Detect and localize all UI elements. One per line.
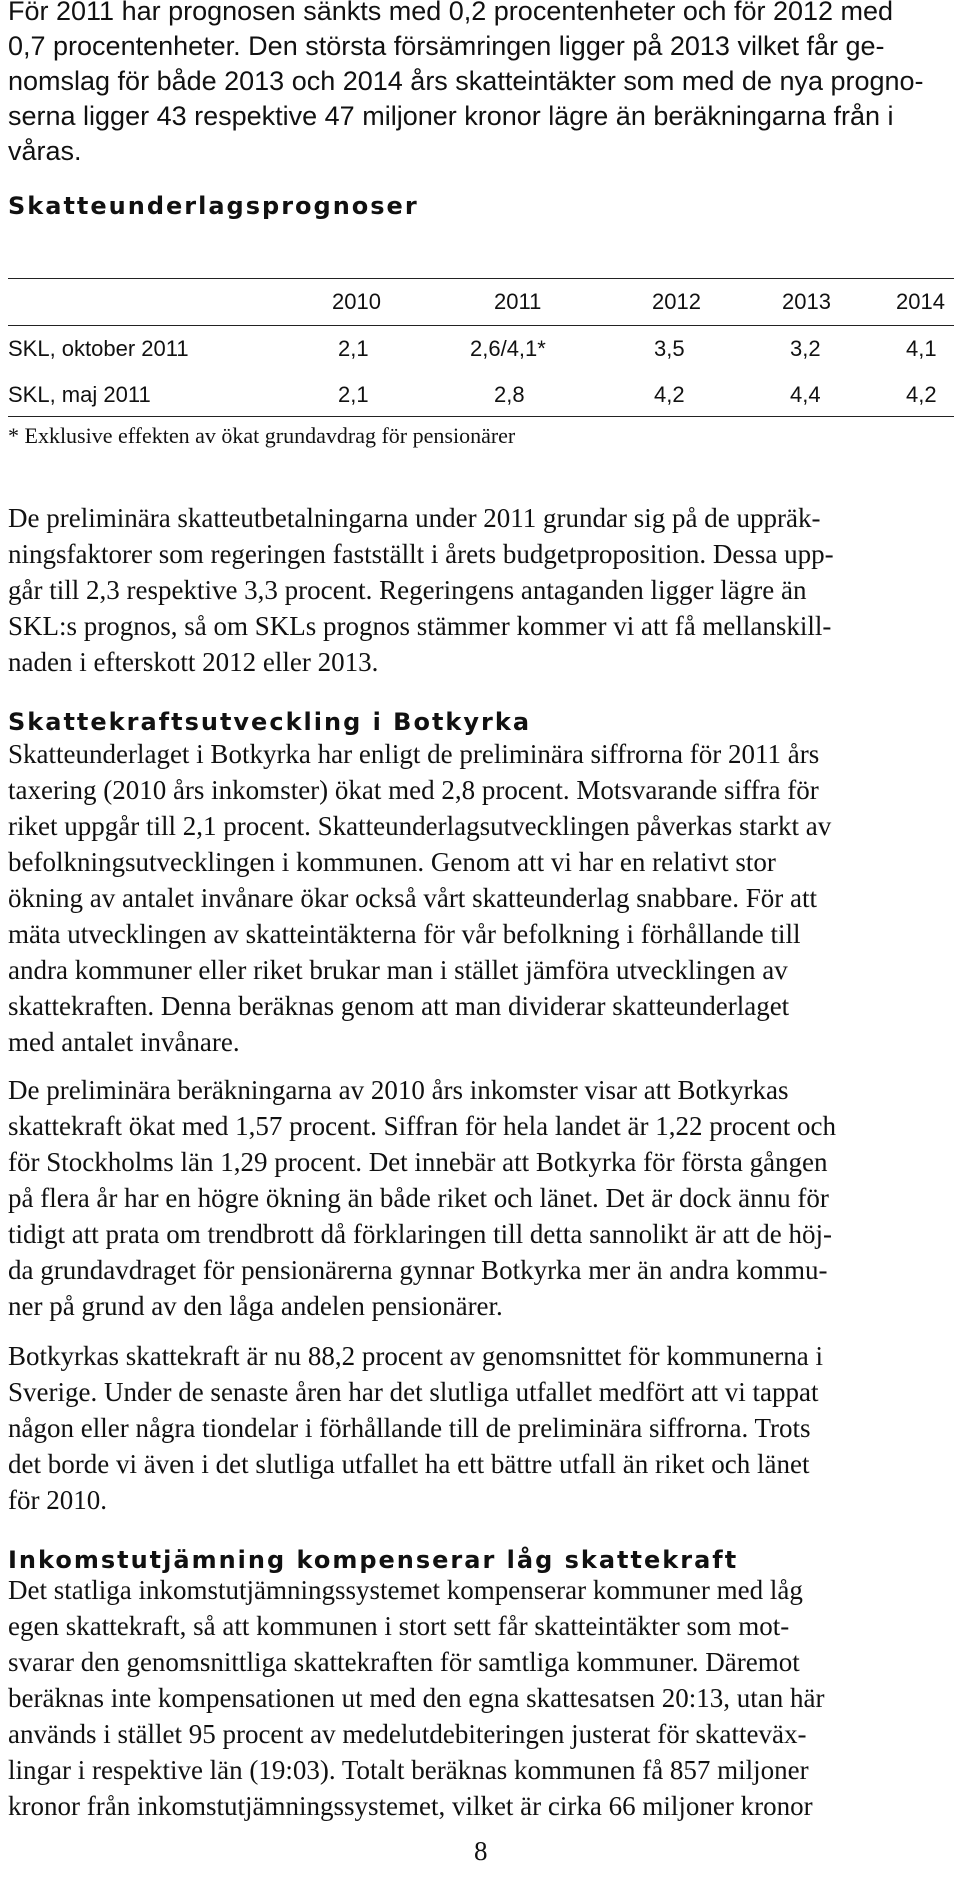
table-cell: 4,4 [790, 382, 821, 407]
text-line: da grundavdraget för pensionärerna gynnar Botkyrka mer än andra kommu- [8, 1255, 828, 1285]
text-line: serna ligger 43 respektive 47 miljoner kronor lägre än beräkningarna från i [8, 101, 894, 131]
table-header-row [8, 279, 954, 325]
column-header: 2013 [782, 289, 831, 314]
table-cell: 2,1 [338, 382, 369, 407]
text-line: med antalet invånare. [8, 1027, 240, 1057]
document-page [8, 0, 952, 1880]
text-line: ökning av antalet invånare ökar också vårt skatteunderlag snabbare. För att [8, 883, 817, 913]
column-header: 2012 [652, 289, 701, 314]
table-row [8, 372, 954, 416]
text-line: Det statliga inkomstutjämningssystemet kompenserar kommuner med låg [8, 1575, 803, 1605]
text-line: det borde vi även i det slutliga utfallet ha ett bättre utfall än riket och länet [8, 1449, 810, 1479]
page-number: 8 [474, 1836, 488, 1866]
table-cell: 2,8 [494, 382, 525, 407]
section-heading-tax-power: Skattekraftsutveckling i Botkyrka [8, 708, 532, 736]
column-header: 2014 [896, 289, 945, 314]
text-line: taxering (2010 års inkomster) ökat med 2,8 procent. Motsvarande siffra för [8, 775, 819, 805]
tax-power-paragraph-2 [8, 1072, 836, 1324]
text-line: naden i efterskott 2012 eller 2013. [8, 647, 379, 677]
table-footnote: * Exklusive effekten av ökat grundavdrag för pensionärer [8, 423, 516, 448]
table-cell: 4,1 [906, 336, 937, 361]
text-line: SKL:s prognos, så om SKLs prognos stämmer kommer vi att få mellanskill- [8, 611, 832, 641]
text-line: egen skattekraft, så att kommunen i stort sett får skatteintäkter som mot- [8, 1611, 790, 1641]
text-line: beräknas inte kompensationen ut med den egna skattesatsen 20:13, utan här [8, 1683, 825, 1713]
text-line: De preliminära beräkningarna av 2010 års inkomster visar att Botkyrkas [8, 1075, 789, 1105]
forecast-table [8, 278, 954, 449]
text-line: ningsfaktorer som regeringen fastställt i årets budgetproposition. Dessa upp- [8, 539, 834, 569]
table-cell: 3,5 [654, 336, 685, 361]
table-cell: 2,6/4,1* [470, 336, 546, 361]
text-line: mäta utvecklingen av skatteintäkterna för vår befolkning i förhållande till [8, 919, 801, 949]
row-label: SKL, maj 2011 [8, 382, 151, 407]
forecast-paragraph [8, 500, 834, 680]
text-line: tidigt att prata om trendbrott då förklaringen till detta sannolikt är att de höj- [8, 1219, 833, 1249]
text-line: Botkyrkas skattekraft är nu 88,2 procent av genomsnittet för kommunerna i [8, 1341, 824, 1371]
table-bottom-rule [8, 416, 954, 417]
text-line: någon eller några tiondelar i förhållande till de preliminära siffrorna. Trots [8, 1413, 811, 1443]
text-line: kronor från inkomstutjämningssystemet, vilket är cirka 66 miljoner kronor [8, 1791, 813, 1821]
intro-paragraph [8, 0, 924, 169]
text-line: för Stockholms län 1,29 procent. Det innebär att Botkyrka för första gången [8, 1147, 828, 1177]
equalization-paragraph [8, 1572, 825, 1824]
text-line: befolkningsutvecklingen i kommunen. Genom att vi har en relativt stor [8, 847, 776, 877]
text-line: andra kommuner eller riket brukar man i stället jämföra utvecklingen av [8, 955, 788, 985]
text-line: nomslag för både 2013 och 2014 års skatteintäkter som med de nya progno- [8, 66, 924, 96]
text-line: riket uppgår till 2,1 procent. Skatteunderlagsutvecklingen påverkas starkt av [8, 811, 832, 841]
text-line: skattekraften. Denna beräknas genom att man dividerar skatteunderlaget [8, 991, 790, 1021]
table-cell: 3,2 [790, 336, 821, 361]
text-line: för 2010. [8, 1485, 107, 1515]
text-line: Sverige. Under de senaste åren har det slutliga utfallet medfört att vi tappat [8, 1377, 819, 1407]
text-line: Skatteunderlaget i Botkyrka har enligt de preliminära siffrorna för 2011 års [8, 739, 820, 769]
text-line: lingar i respektive län (19:03). Totalt beräknas kommunen få 857 miljoner [8, 1755, 809, 1785]
text-line: 0,7 procentenheter. Den största försämringen ligger på 2013 vilket får ge- [8, 31, 885, 61]
section-heading-forecasts: Skatteunderlagsprognoser [8, 192, 419, 220]
table-cell: 2,1 [338, 336, 369, 361]
text-line: skattekraft ökat med 1,57 procent. Siffran för hela landet är 1,22 procent och [8, 1111, 836, 1141]
tax-power-paragraph-1 [8, 736, 831, 1060]
table-cell: 4,2 [906, 382, 937, 407]
text-line: ner på grund av den låga andelen pensionärer. [8, 1291, 503, 1321]
text-line: på flera år har en högre ökning än både riket och länet. Det är dock ännu för [8, 1183, 829, 1213]
section-heading-equalization: Inkomstutjämning kompenserar låg skattekraft [8, 1546, 739, 1574]
text-line: De preliminära skatteutbetalningarna under 2011 grundar sig på de uppräk- [8, 503, 821, 533]
text-line: För 2011 har prognosen sänkts med 0,2 procentenheter och för 2012 med [8, 0, 894, 26]
table-cell: 4,2 [654, 382, 685, 407]
text-line: används i stället 95 procent av medelutdebiteringen justerat för skatteväx- [8, 1719, 807, 1749]
column-header: 2010 [332, 289, 381, 314]
column-header: 2011 [494, 289, 542, 314]
row-label: SKL, oktober 2011 [8, 336, 189, 361]
text-line: svarar den genomsnittliga skattekraften för samtliga kommuner. Däremot [8, 1647, 800, 1677]
text-line: våras. [8, 136, 82, 166]
table-row [8, 326, 954, 372]
tax-power-paragraph-3 [8, 1338, 823, 1518]
text-line: går till 2,3 respektive 3,3 procent. Regeringens antaganden ligger lägre än [8, 575, 807, 605]
